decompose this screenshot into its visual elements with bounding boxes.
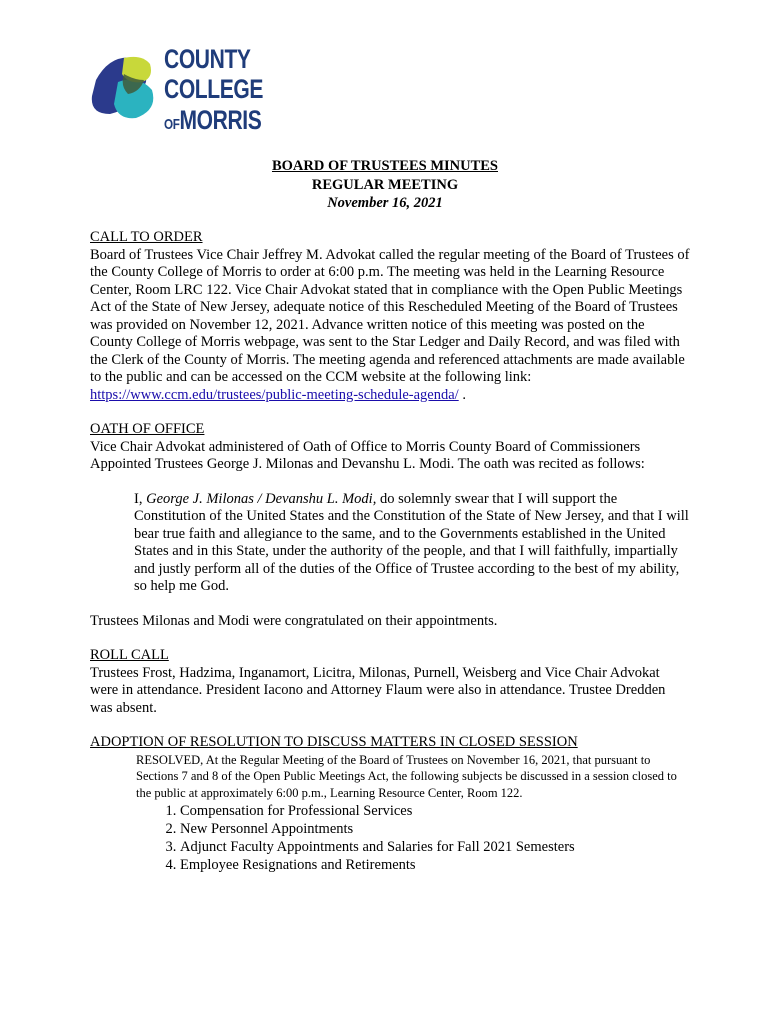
section-title-roll-call: ROLL CALL xyxy=(90,647,169,663)
section-title-closed-session: ADOPTION OF RESOLUTION TO DISCUSS MATTERS IN CLOSED SESSION xyxy=(90,734,578,750)
call-to-order-text xyxy=(90,247,690,405)
agenda-link[interactable]: https://www.ccm.edu/trustees/public-meeting-schedule-agenda/ xyxy=(90,386,459,403)
oath-closing: Trustees Milonas and Modi were congratulated on their appointments. xyxy=(90,612,498,629)
call-to-order-body: Board of Trustees Vice Chair Jeffrey M. Advokat called the regular meeting of the Board of Trustees of the County College of Morris to order at 6:00 p.m. The meeting was held in the Learning Resource Center, Room LRC 122. Vice Chair Advokat stated that in compliance with the Open Public Meetings Act of the State of New Jersey, adequate notice of this Rescheduled Meeting of the Board of Trustees was provided on November 12, 2021. Advance written notice of this meeting was posted on the County College of Morris webpage, was sent to the Star Ledger and Daily Record, and was filed with the Clerk of the County of Morris. The meeting agenda and referenced attachments are made available to the public and can be accessed on the CCM website at the following link: xyxy=(90,246,690,385)
oath-intro: Vice Chair Advokat administered of Oath of Office to Morris County Board of Commissioners Appointed Trustees George J. Milonas and Devanshu L. Modi. The oath was recited as follows: xyxy=(90,438,645,472)
closed-session-list xyxy=(90,802,690,874)
meeting-date: November 16, 2021 xyxy=(327,195,443,211)
logo-text-morris: MORRIS xyxy=(179,105,262,135)
list-item: 4. Employee Resignations and Retirements xyxy=(180,856,690,874)
logo-text-prefix: OF xyxy=(164,116,180,133)
oath-quote-prefix: I, xyxy=(134,490,147,507)
list-item: 1. Compensation for Professional Services xyxy=(180,802,690,820)
closed-session-resolution: RESOLVED, At the Regular Meeting of the Board of Trustees on November 16, 2021, that pursuant to Sections 7 and 8 of the Open Public Meetings Act, the following subjects be discussed in a session closed to the public at approximately 6:00 p.m., Learning Resource Center, Room 122. xyxy=(136,752,677,801)
oath-quote-body: do solemnly swear that I will support the Constitution of the United States and the Constitution of the State of New Jersey, and that I will bear true faith and allegiance to the same, and to the Governments established in the United States and in this State, under the authority of the people, and that I will faithfully, impartially and justly perform all of the duties of the Office of Trustee according to the best of my ability, so help me God. xyxy=(134,490,689,594)
section-title-oath: OATH OF OFFICE xyxy=(90,421,205,437)
oath-quote xyxy=(134,491,690,596)
minutes-body xyxy=(90,229,690,874)
document-title: BOARD OF TRUSTEES MINUTES xyxy=(271,158,498,174)
logo-text-line2: COLLEGE xyxy=(164,74,264,104)
college-logo xyxy=(88,44,264,142)
logo-text-line1: COUNTY xyxy=(164,44,251,74)
section-title-call-to-order: CALL TO ORDER xyxy=(90,229,203,245)
document-subtitle: REGULAR MEETING xyxy=(311,177,459,193)
list-item: 3. Adjunct Faculty Appointments and Salaries for Fall 2021 Semesters xyxy=(180,838,690,856)
oath-quote-names: George J. Milonas / Devanshu L. Modi, xyxy=(146,490,377,507)
call-to-order-end: . xyxy=(458,386,466,403)
list-item: 2. New Personnel Appointments xyxy=(180,820,690,838)
logo-mark-icon xyxy=(88,52,160,124)
roll-call-text: Trustees Frost, Hadzima, Inganamort, Licitra, Milonas, Purnell, Weisberg and Vice Chair Advokat were in attendance. President Iacono and Attorney Flaum were also in attendance. Trustee Dredden was absent. xyxy=(90,664,666,716)
logo-text-line3 xyxy=(164,107,261,134)
